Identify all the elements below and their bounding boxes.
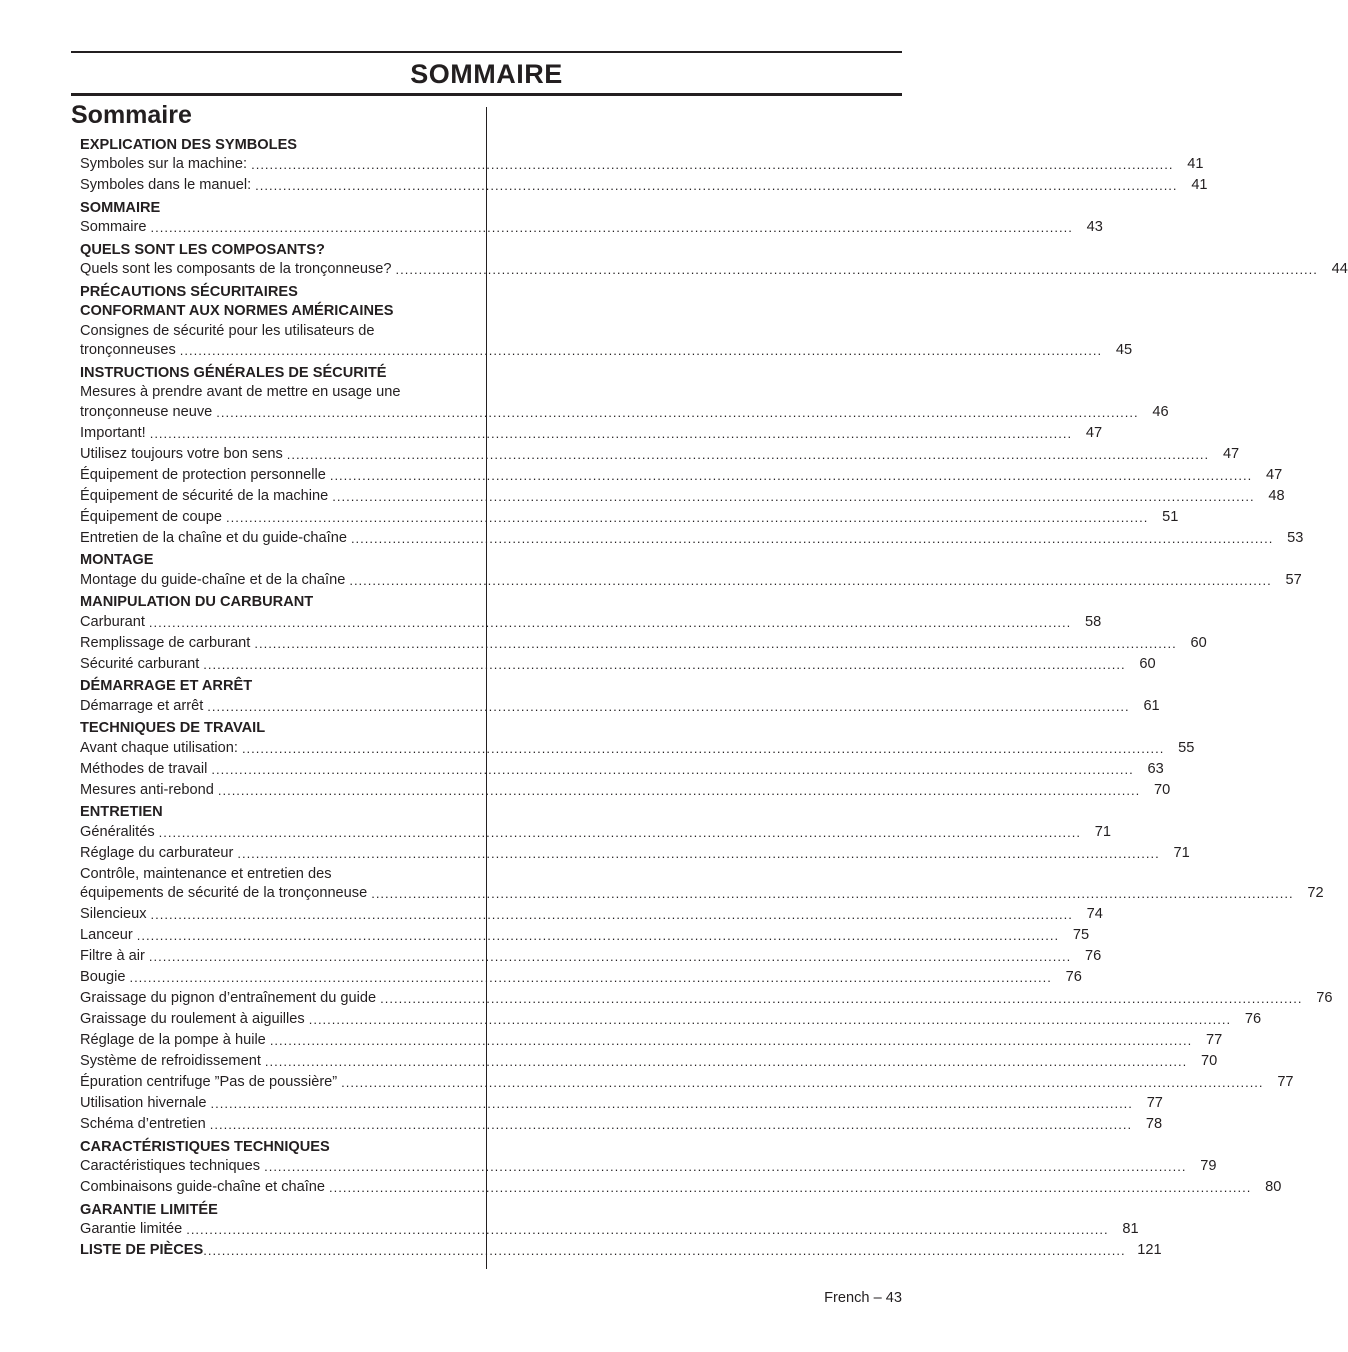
toc-entry-label: Utilisation hivernale bbox=[80, 1095, 207, 1111]
toc-entry-label: Montage du guide-chaîne et de la chaîne bbox=[80, 571, 346, 588]
toc-section-entry[interactable] bbox=[80, 1241, 1162, 1261]
toc-page-number: 71 bbox=[1173, 844, 1190, 861]
toc-leader-dots: ........................................................................................................................................................................................................ bbox=[241, 740, 1165, 756]
toc-entry[interactable] bbox=[80, 781, 1171, 801]
toc-page-number: 55 bbox=[1178, 739, 1195, 756]
toc-page-number: 57 bbox=[1285, 571, 1302, 588]
toc-entry-label: Quels sont les composants de la tronçonneuse? bbox=[80, 261, 392, 277]
toc-section-heading: MONTAGE bbox=[80, 552, 154, 568]
toc-section-heading: TECHNIQUES DE TRAVAIL bbox=[80, 720, 266, 736]
toc-leader-dots: ........................................................................................................................................................................................................ bbox=[216, 404, 1139, 420]
toc-leader-dots: ........................................................................................................................................................................................................ bbox=[350, 530, 1274, 546]
toc-entry[interactable] bbox=[80, 487, 1285, 507]
toc-leader-dots: ........................................................................................................................................................................................................ bbox=[395, 262, 1318, 277]
toc-page-number: 77 bbox=[1146, 1095, 1163, 1111]
toc-page-number: 70 bbox=[1154, 781, 1171, 798]
toc-leader-dots: ........................................................................................................................................................................................................ bbox=[203, 1243, 1126, 1258]
toc-entry-label: Mesures anti-rebond bbox=[80, 781, 214, 798]
toc-section-heading: MANIPULATION DU CARBURANT bbox=[80, 594, 314, 610]
toc-entry-label: Sommaire bbox=[80, 219, 147, 235]
toc-leader-dots: ........................................................................................................................................................................................................ bbox=[207, 698, 1130, 714]
toc-page-number: 51 bbox=[1162, 508, 1179, 525]
toc-entry[interactable] bbox=[80, 1073, 1294, 1093]
toc-section-heading: EXPLICATION DES SYMBOLES bbox=[80, 136, 298, 153]
toc-leader-dots: ........................................................................................................................................................................................................ bbox=[329, 1180, 1252, 1195]
toc-page-number: 76 bbox=[1065, 969, 1082, 985]
toc-entry-label: Graissage du pignon d’entraînement du guide bbox=[80, 990, 377, 1006]
toc-page-number: 48 bbox=[1268, 487, 1285, 504]
toc-entry-label: Caractéristiques techniques bbox=[80, 1158, 261, 1174]
toc-section-heading: INSTRUCTIONS GÉNÉRALES DE SÉCURITÉ bbox=[80, 364, 387, 381]
toc-entry-label: Équipement de protection personnelle bbox=[80, 466, 326, 483]
toc-leader-dots: ........................................................................................................................................................................................................ bbox=[148, 614, 1072, 630]
toc-leader-dots: ........................................................................................................................................................................................................ bbox=[371, 886, 1294, 901]
toc-entry-label: Système de refroidissement bbox=[80, 1053, 261, 1069]
toc-page-number: 121 bbox=[1137, 1242, 1162, 1258]
toc-entry-label: Schéma d’entretien bbox=[80, 1116, 206, 1132]
toc-entry[interactable] bbox=[80, 176, 1208, 196]
section-title: Sommaire bbox=[71, 101, 192, 129]
toc-leader-dots: ........................................................................................................................................................................................................ bbox=[308, 1012, 1232, 1027]
toc-entry[interactable] bbox=[80, 445, 1240, 465]
header-rule-bottom bbox=[71, 93, 902, 96]
toc-page-number: 72 bbox=[1307, 885, 1324, 901]
toc-entry[interactable] bbox=[80, 760, 1164, 780]
toc-entry-label: Bougie bbox=[80, 969, 126, 985]
toc-section-heading-line2: CONFORMANT AUX NORMES AMÉRICAINES bbox=[80, 303, 394, 319]
toc-section-heading: PRÉCAUTIONS SÉCURITAIRES bbox=[80, 283, 298, 300]
toc-entry-label: Garantie limitée bbox=[80, 1221, 183, 1237]
toc-entry-label: Silencieux bbox=[80, 906, 147, 922]
toc-page-number: 41 bbox=[1191, 177, 1208, 193]
toc-entry[interactable] bbox=[80, 613, 1102, 633]
page-banner: SOMMAIRE bbox=[410, 59, 563, 89]
toc-entry[interactable] bbox=[80, 466, 1283, 486]
toc-entry[interactable] bbox=[80, 1031, 1223, 1051]
toc-entry[interactable] bbox=[80, 739, 1195, 759]
toc-section-heading: CARACTÉRISTIQUES TECHNIQUES bbox=[80, 1138, 330, 1155]
toc-leader-dots: ........................................................................................................................................................................................................ bbox=[217, 782, 1141, 798]
toc-page-number: 80 bbox=[1265, 1179, 1282, 1195]
toc-page-number: 75 bbox=[1072, 927, 1090, 943]
toc-page-number: 78 bbox=[1145, 1116, 1163, 1132]
toc-entry-label: équipements de sécurité de la tronçonneuse bbox=[80, 885, 368, 901]
toc-entry[interactable] bbox=[80, 403, 1169, 423]
toc-page-number: 63 bbox=[1147, 760, 1164, 777]
toc-entry[interactable] bbox=[80, 655, 1156, 675]
toc-leader-dots: ........................................................................................................................................................................................................ bbox=[211, 761, 1134, 777]
toc-entry[interactable] bbox=[80, 529, 1304, 549]
toc-leader-dots: ........................................................................................................................................................................................................ bbox=[179, 343, 1103, 358]
toc-section-heading: ENTRETIEN bbox=[80, 804, 163, 820]
toc-entry-label: Carburant bbox=[80, 613, 145, 630]
toc-entry-label: Équipement de coupe bbox=[80, 508, 222, 525]
toc-entry-label: Réglage de la pompe à huile bbox=[80, 1032, 266, 1048]
header-rule-top bbox=[71, 51, 902, 53]
toc-entry-label: LISTE DE PIÈCES bbox=[80, 1242, 204, 1258]
toc-page-number: 81 bbox=[1122, 1221, 1139, 1237]
toc-leader-dots: ........................................................................................................................................................................................................ bbox=[349, 572, 1272, 588]
toc-entry[interactable] bbox=[80, 823, 1112, 843]
toc-page-number: 76 bbox=[1085, 948, 1102, 964]
toc-section-heading: SOMMAIRE bbox=[80, 199, 161, 216]
toc-entry-label: Sécurité carburant bbox=[80, 655, 200, 672]
toc-entry[interactable] bbox=[80, 697, 1160, 717]
toc-page-number: 47 bbox=[1222, 445, 1240, 462]
toc-entry[interactable] bbox=[80, 634, 1207, 654]
toc-entry[interactable] bbox=[80, 1010, 1262, 1030]
toc-entry-label: Symboles sur la machine: bbox=[80, 156, 248, 172]
toc-leader-dots: ........................................................................................................................................................................................................ bbox=[158, 824, 1082, 840]
toc-entry[interactable] bbox=[80, 260, 1348, 280]
toc-entry-label: Entretien de la chaîne et du guide-chaîne bbox=[80, 529, 347, 546]
table-of-contents bbox=[80, 134, 1348, 1261]
toc-leader-dots: ........................................................................................................................................................................................................ bbox=[332, 488, 1255, 504]
toc-leader-dots: ........................................................................................................................................................................................................ bbox=[129, 970, 1052, 985]
toc-leader-dots: ........................................................................................................................................................................................................ bbox=[203, 656, 1126, 672]
toc-entry-label: Équipement de sécurité de la machine bbox=[80, 487, 329, 504]
toc-entry[interactable] bbox=[80, 508, 1179, 528]
toc-entry[interactable] bbox=[80, 1052, 1218, 1072]
toc-entry[interactable] bbox=[80, 926, 1090, 946]
toc-section-heading: QUELS SONT LES COMPOSANTS? bbox=[80, 241, 325, 258]
toc-page-number: 77 bbox=[1277, 1074, 1294, 1090]
toc-page-number: 77 bbox=[1205, 1032, 1223, 1048]
toc-page-number: 53 bbox=[1287, 529, 1304, 546]
toc-leader-dots: ........................................................................................................................................................................................................ bbox=[150, 907, 1073, 922]
toc-page-number: 74 bbox=[1086, 906, 1103, 922]
toc-leader-dots: ........................................................................................................................................................................................................ bbox=[210, 1096, 1133, 1111]
toc-entry-label: Réglage du carburateur bbox=[80, 844, 234, 861]
toc-page-number: 58 bbox=[1085, 613, 1102, 630]
toc-entry[interactable] bbox=[80, 1178, 1282, 1198]
toc-entry-label: Utilisez toujours votre bon sens bbox=[80, 445, 283, 462]
toc-page-number: 71 bbox=[1094, 823, 1112, 840]
toc-page-number: 76 bbox=[1244, 1011, 1262, 1027]
toc-entry-label: Généralités bbox=[80, 823, 155, 840]
toc-section-heading: GARANTIE LIMITÉE bbox=[80, 1201, 218, 1218]
toc-entry-label: Lanceur bbox=[80, 927, 133, 943]
toc-leader-dots: ........................................................................................................................................................................................................ bbox=[226, 509, 1149, 525]
toc-leader-dots: ........................................................................................................................................................................................................ bbox=[380, 991, 1303, 1006]
toc-page-number: 41 bbox=[1187, 156, 1204, 172]
toc-page-number: 44 bbox=[1331, 261, 1348, 277]
toc-entry-label: Démarrage et arrêt bbox=[80, 697, 204, 714]
toc-page-number: 70 bbox=[1201, 1053, 1218, 1069]
toc-entry[interactable] bbox=[80, 155, 1204, 175]
toc-leader-dots: ........................................................................................................................................................................................................ bbox=[150, 220, 1073, 235]
toc-page-number: 61 bbox=[1143, 697, 1160, 714]
toc-leader-dots: ........................................................................................................................................................................................................ bbox=[209, 1117, 1133, 1132]
toc-leader-dots: ........................................................................................................................................................................................................ bbox=[136, 928, 1060, 943]
toc-page-number: 47 bbox=[1085, 424, 1103, 441]
toc-leader-dots: ........................................................................................................................................................................................................ bbox=[255, 178, 1178, 193]
toc-page-number: 60 bbox=[1139, 655, 1156, 672]
toc-leader-dots: ........................................................................................................................................................................................................ bbox=[148, 949, 1072, 964]
toc-entry[interactable] bbox=[80, 341, 1133, 361]
toc-page-number: 46 bbox=[1152, 403, 1169, 420]
toc-entry-label: Épuration centrifuge ”Pas de poussière” bbox=[80, 1074, 338, 1090]
toc-entry-label-line1: Mesures à prendre avant de mettre en usage une bbox=[80, 384, 401, 400]
toc-entry[interactable] bbox=[80, 905, 1103, 925]
toc-leader-dots: ........................................................................................................................................................................................................ bbox=[341, 1075, 1264, 1090]
toc-page-number: 60 bbox=[1190, 634, 1207, 651]
toc-entry-label: Méthodes de travail bbox=[80, 760, 208, 777]
toc-entry[interactable] bbox=[80, 989, 1333, 1009]
toc-entry-label: Remplissage de carburant bbox=[80, 634, 251, 651]
toc-leader-dots: ........................................................................................................................................................................................................ bbox=[254, 635, 1177, 651]
toc-leader-dots: ........................................................................................................................................................................................................ bbox=[286, 446, 1210, 462]
toc-entry[interactable] bbox=[80, 1157, 1217, 1177]
toc-leader-dots: ........................................................................................................................................................................................................ bbox=[269, 1033, 1193, 1048]
toc-leader-dots: ........................................................................................................................................................................................................ bbox=[264, 1159, 1187, 1174]
toc-entry[interactable] bbox=[80, 1220, 1139, 1240]
toc-entry-label-line1: Consignes de sécurité pour les utilisateurs de bbox=[80, 322, 375, 339]
toc-leader-dots: ........................................................................................................................................................................................................ bbox=[237, 845, 1160, 861]
toc-entry[interactable] bbox=[80, 218, 1103, 238]
toc-section-heading: DÉMARRAGE ET ARRÊT bbox=[80, 678, 253, 694]
page-footer: French – 43 bbox=[824, 1290, 902, 1306]
toc-entry-label: Combinaisons guide-chaîne et chaîne bbox=[80, 1179, 326, 1195]
toc-entry-label: Avant chaque utilisation: bbox=[80, 739, 238, 756]
toc-entry[interactable] bbox=[80, 1115, 1163, 1135]
toc-entry-label: tronçonneuses bbox=[80, 342, 176, 358]
toc-entry[interactable] bbox=[80, 968, 1082, 988]
toc-leader-dots: ........................................................................................................................................................................................................ bbox=[264, 1054, 1188, 1069]
toc-entry-label: Important! bbox=[80, 424, 146, 441]
toc-leader-dots: ........................................................................................................................................................................................................ bbox=[149, 425, 1073, 441]
toc-entry-label: Filtre à air bbox=[80, 948, 145, 964]
toc-entry[interactable] bbox=[80, 1094, 1163, 1114]
toc-leader-dots: ........................................................................................................................................................................................................ bbox=[186, 1222, 1109, 1237]
toc-leader-dots: ........................................................................................................................................................................................................ bbox=[329, 467, 1253, 483]
toc-leader-dots: ........................................................................................................................................................................................................ bbox=[251, 157, 1174, 172]
toc-entry[interactable] bbox=[80, 424, 1103, 444]
toc-page-number: 45 bbox=[1115, 342, 1133, 358]
toc-page-number: 76 bbox=[1316, 990, 1333, 1006]
toc-entry-label: Graissage du roulement à aiguilles bbox=[80, 1011, 305, 1027]
toc-entry[interactable] bbox=[80, 571, 1302, 591]
toc-entry-label: Symboles dans le manuel: bbox=[80, 177, 252, 193]
toc-entry[interactable] bbox=[80, 884, 1324, 904]
toc-page-number: 47 bbox=[1265, 466, 1283, 483]
toc-entry-label-line1: Contrôle, maintenance et entretien des bbox=[80, 865, 332, 882]
toc-entry[interactable] bbox=[80, 947, 1102, 967]
toc-page-number: 79 bbox=[1200, 1158, 1217, 1174]
toc-entry-label: tronçonneuse neuve bbox=[80, 403, 213, 420]
toc-page-number: 43 bbox=[1086, 219, 1103, 235]
toc-entry[interactable] bbox=[80, 844, 1190, 864]
